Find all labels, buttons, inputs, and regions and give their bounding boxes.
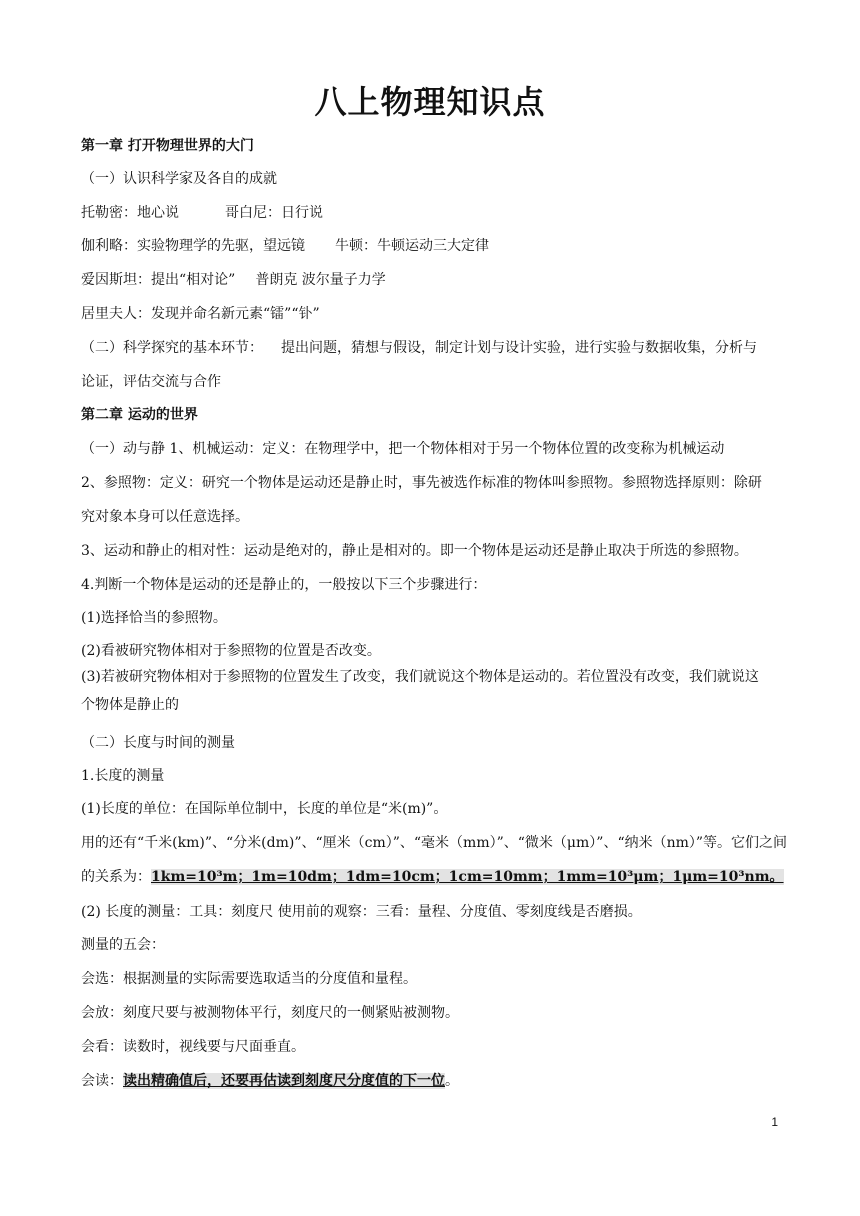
chapter-2-heading: 第二章 运动的世界 (81, 407, 198, 423)
paragraph-line (81, 271, 788, 289)
text-span: 普朗克 波尔量子力学 (255, 272, 386, 288)
chapter-1-heading: 第一章 打开物理世界的大门 (81, 138, 254, 154)
paragraph-line: (3)若被研究物体相对于参照物的位置发生了改变，我们就说这个物体是运动的。若位置没有改变，我们就说这 (81, 669, 759, 685)
text-span: （二）科学探究的基本环节： (81, 340, 263, 356)
text-span: 的关系为： (81, 869, 151, 885)
paragraph-line (81, 237, 788, 255)
paragraph-line: 会选：根据测量的实际需要选取适当的分度值和量程。 (81, 971, 417, 987)
paragraph-line (81, 1072, 788, 1090)
text-span: 伽利略：实验物理学的先驱，望远镜 (81, 238, 305, 254)
page-number: 1 (771, 1115, 778, 1129)
text-span: 提出问题，猜想与假设，制定计划与设计实验，进行实验与数据收集，分析与 (281, 340, 757, 356)
paragraph-line: (1)选择恰当的参照物。 (81, 610, 227, 626)
text-span: 牛顿：牛顿运动三大定律 (335, 238, 489, 254)
text-span: 爱因斯坦：提出“相对论” (81, 272, 236, 288)
paragraph-line: 用的还有“千米(km)”、“分米(dm)”、“厘米（cm）”、“毫米（mm）”、“微米（μm）”、“纳米（nm）”等。它们之间 (81, 835, 788, 851)
text-span: 。 (445, 1073, 459, 1089)
section-heading: （二）长度与时间的测量 (81, 735, 235, 751)
highlighted-formula: 1km=10³m；1m=10dm；1dm=10cm；1cm=10mm；1mm=10³μm；1μm=10³nm。 (151, 869, 784, 885)
paragraph-line: 居里夫人：发现并命名新元素“镭”“钋” (81, 306, 320, 322)
paragraph-line: (2) 长度的测量：工具：刻度尺 使用前的观察：三看：量程、分度值、零刻度线是否磨损。 (81, 904, 642, 920)
paragraph-line: 2、参照物：定义：研究一个物体是运动还是静止时，事先被选作标准的物体叫参照物。参照物选择原则：除研 (81, 475, 762, 491)
paragraph-line: 论证，评估交流与合作 (81, 374, 221, 390)
text-span: 会读： (81, 1073, 123, 1089)
paragraph-line: 4.判断一个物体是运动的还是静止的，一般按以下三个步骤进行： (81, 577, 487, 593)
paragraph-line: 会放：刻度尺要与被测物体平行，刻度尺的一侧紧贴被测物。 (81, 1005, 459, 1021)
paragraph-line: 个物体是静止的 (81, 697, 179, 713)
paragraph-line: 会看：读数时，视线要与尺面垂直。 (81, 1039, 305, 1055)
paragraph-line: 3、运动和静止的相对性：运动是绝对的，静止是相对的。即一个物体是运动还是静止取决于所选的参照物。 (81, 543, 748, 559)
text-span: 托勒密：地心说 (81, 205, 179, 221)
paragraph-line: (1)长度的单位：在国际单位制中，长度的单位是“米(m)”。 (81, 801, 448, 817)
paragraph-line: 测量的五会： (81, 937, 165, 953)
paragraph-line: 究对象本身可以任意选择。 (81, 509, 249, 525)
paragraph-line: （一）动与静 1、机械运动：定义：在物理学中，把一个物体相对于另一个物体位置的改变称为机械运动 (81, 441, 725, 457)
paragraph-line: 1.长度的测量 (81, 768, 165, 784)
paragraph-line (81, 204, 788, 222)
page-title: 八上物理知识点 (314, 83, 546, 121)
paragraph-line: (2)看被研究物体相对于参照物的位置是否改变。 (81, 643, 381, 659)
section-heading: （一）认识科学家及各自的成就 (81, 171, 277, 187)
paragraph-line (81, 868, 788, 886)
highlighted-text: 读出精确值后，还要再估读到刻度尺分度值的下一位 (123, 1073, 445, 1089)
text-span: 哥白尼：日行说 (225, 205, 323, 221)
paragraph-line (81, 339, 788, 357)
